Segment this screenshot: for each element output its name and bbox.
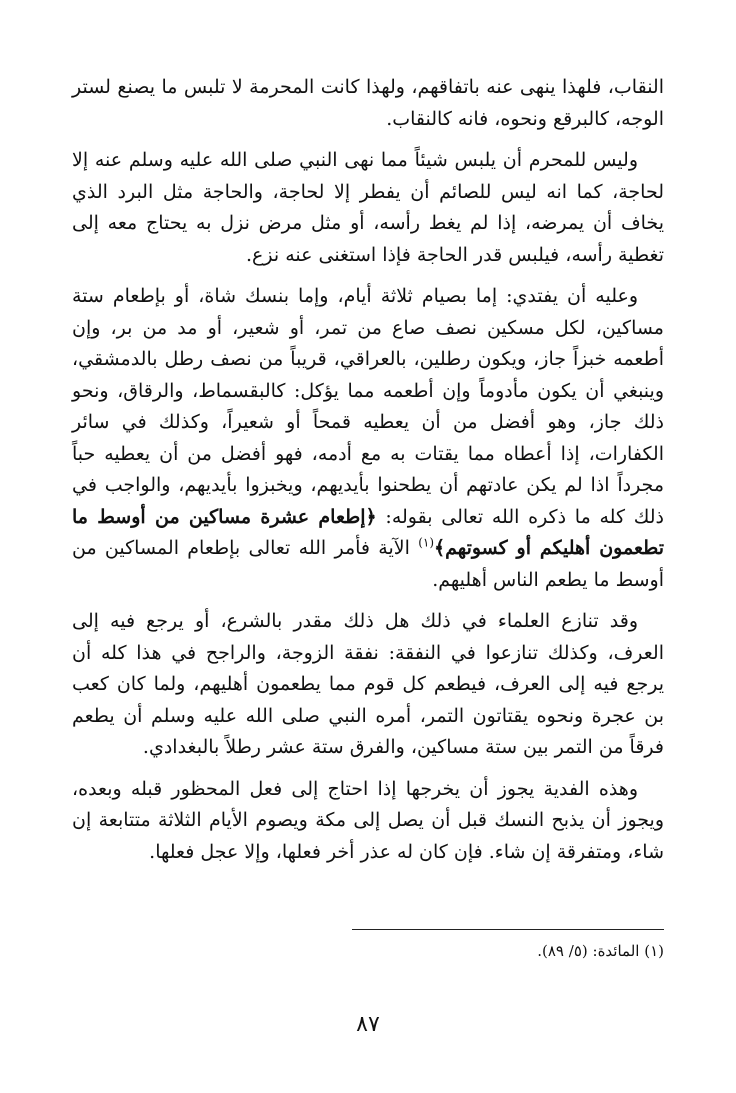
page-number: ٨٧ (356, 1012, 380, 1037)
paragraph-4: وقد تنازع العلماء في ذلك هل ذلك مقدر بالشرع، أو يرجع فيه إلى العرف، وكذلك تنازعوا في النفقة: نفقة الزوجة، والراجح في هذا كله أن يرجع فيه إلى العرف، فيطعم كل قوم مما يطعمون أهليهم، ولما كان كعب بن عجرة ونحوه يقتاتون التمر، أمره النبي صلى الله عليه وسلم أن يطعم فرقاً من التمر بين ستة مساكين، والفرق ستة عشر رطلاً بالبغدادي. (72, 610, 664, 758)
paragraph-3-continuation: الآية فأمر الله تعالى بإطعام المساكين من أوسط ما يطعم الناس أهليهم. (72, 537, 664, 591)
paragraph-3 (72, 281, 664, 596)
paragraph-3-text: وعليه أن يفتدي: إما بصيام ثلاثة أيام، وإما بنسك شاة، أو بإطعام ستة مساكين، لكل مسكين نصف صاع من تمر، أو شعير، أو مد من بر، وإن أطعمه خبزاً جاز، ويكون رطلين، بالعراقي، قريباً من نصف رطل بالدمشقي، وينبغي أن يكون مأدوماً وإن أطعمه مما يؤكل: كالبقسماط، والرقاق، ونحو ذلك جاز، وهو أفضل من أن يعطيه قمحاً أو شعيراً، وكذلك في سائر الكفارات، إذا أعطاه مما يقتات به مع أدمه، فهو أفضل من أن يعطيه حباً مجرداً اذا لم يكن عادتهم أن يطحنوا بأيديهم، ويخبزوا بأيديهم، والواجب في ذلك كله ما ذكره الله تعالى بقوله: (72, 285, 664, 528)
page-body (72, 72, 664, 878)
paragraph-1: النقاب، فلهذا ينهى عنه باتفاقهم، ولهذا كانت المحرمة لا تلبس ما يصنع لستر الوجه، كالبرقع ونحوه، فانه كالنقاب. (72, 76, 664, 130)
footnote: (١) المائدة: (٥/ ٨٩). (537, 942, 664, 960)
footnote-marker: (١) (418, 535, 435, 550)
paragraph-5: وهذه الفدية يجوز أن يخرجها إذا احتاج إلى فعل المحظور قبله وبعده، ويجوز أن يذبح النسك قبل أن يصل إلى مكة ويصوم الأيام الثلاثة متتابعة إن شاء، ومتفرقة إن شاء. فإن كان له عذر أخر فعلها، وإلا عجل فعلها. (72, 777, 664, 863)
footnote-divider (352, 929, 664, 930)
paragraph-2: وليس للمحرم أن يلبس شيئاً مما نهى النبي صلى الله عليه وسلم عنه إلا لحاجة، كما انه ليس للصائم أن يفطر إلا لحاجة، والحاجة مثل البرد الذي يخاف أن يمرضه، إذا لم يغط رأسه، أو مثل مرض نزل به يحتاج معه إلى تغطية رأسه، فيلبس قدر الحاجة فإذا استغنى عنه نزع. (72, 149, 664, 266)
quran-verse: ﴿إطعام عشرة مساكين من أوسط ما تطعمون أهليكم أو كسوتهم﴾ (72, 505, 664, 559)
